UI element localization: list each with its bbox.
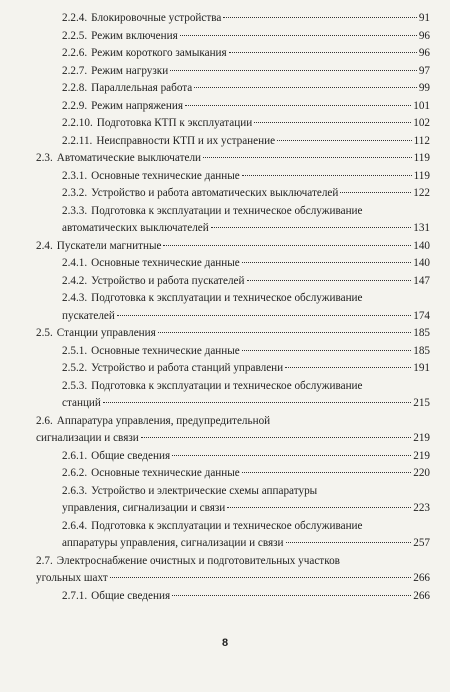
toc-entry-title-continuation: угольных шахт <box>36 572 108 584</box>
dot-leader <box>254 122 411 123</box>
toc-entry <box>0 203 450 238</box>
toc-entry-page: 119 <box>413 152 430 164</box>
dot-leader <box>172 595 411 596</box>
toc-entry-title: Основные технические данные <box>91 344 240 357</box>
toc-entry <box>0 238 450 256</box>
dot-leader <box>242 350 411 351</box>
toc-entry-page: 219 <box>413 432 430 444</box>
toc-entry-number: 2.2.10. <box>62 117 93 129</box>
dot-leader <box>185 105 411 106</box>
toc-entry <box>0 133 450 151</box>
dot-leader <box>242 262 411 263</box>
dot-leader <box>247 280 412 281</box>
toc-entry-page: 112 <box>413 134 430 147</box>
toc-entry-number: 2.4.3. <box>62 292 88 304</box>
toc-entry-number: 2.2.4. <box>62 12 88 24</box>
dot-leader <box>242 175 412 176</box>
toc-entry <box>0 553 450 588</box>
toc-entry-page: 220 <box>413 467 430 479</box>
toc-entry-page: 131 <box>413 222 430 234</box>
toc-entry-title: Режим нагрузки <box>91 64 169 77</box>
dot-leader <box>227 507 411 508</box>
dot-leader <box>103 402 411 403</box>
toc-entry-number: 2.7.1. <box>62 589 88 602</box>
toc-entry-number: 2.6.3. <box>62 484 88 497</box>
dot-leader <box>172 455 411 456</box>
dot-leader <box>163 245 411 246</box>
toc-entry-number: 2.4.2. <box>62 274 88 287</box>
toc-entry <box>0 413 450 448</box>
toc-entry-title: Основные технические данные <box>91 467 240 479</box>
toc-entry <box>0 325 450 343</box>
toc-entry-title-continuation: станций <box>62 397 101 409</box>
toc-entry-number: 2.2.7. <box>62 64 88 77</box>
toc-entry-page: 119 <box>413 169 430 182</box>
toc-entry-page: 122 <box>413 187 430 199</box>
dot-leader <box>158 332 411 333</box>
toc-entry-title: Устройство и работа пускателей <box>91 274 245 287</box>
toc-entry-title-continuation: управления, сигнализации и связи <box>62 502 226 514</box>
toc-entry <box>0 588 450 606</box>
toc-entry <box>0 185 450 203</box>
toc-entry-number: 2.3.3. <box>62 204 88 217</box>
toc-entry-title: Подготовка к эксплуатации и техническое обслуживание <box>91 519 363 532</box>
dot-leader <box>110 577 412 578</box>
toc-entry-title: Основные технические данные <box>91 257 240 269</box>
toc-entry-title-continuation: пускателей <box>62 309 115 322</box>
toc-entry-number: 2.2.6. <box>62 47 88 59</box>
toc-entry <box>0 255 450 273</box>
toc-entry <box>0 98 450 116</box>
toc-entry-title: Аппаратура управления, предупредительной <box>56 414 271 427</box>
toc-entry-number: 2.5.3. <box>62 379 88 392</box>
toc-entry-number: 2.3. <box>36 152 53 164</box>
toc-entry <box>0 448 450 466</box>
toc-entry-page: 140 <box>413 257 430 269</box>
toc-entry <box>0 290 450 325</box>
toc-entry <box>0 360 450 378</box>
toc-entry-number: 2.3.2. <box>62 187 88 199</box>
toc-entry <box>0 28 450 46</box>
toc-entry-title: Автоматические выключатели <box>56 152 202 164</box>
toc-entry-page: 185 <box>413 344 430 357</box>
toc-entry-title: Неисправности КТП и их устранение <box>96 134 276 147</box>
toc-entry-page: 101 <box>413 99 430 112</box>
toc-entry-number: 2.5. <box>36 327 53 339</box>
toc-entry-page: 147 <box>413 274 430 287</box>
toc-entry-title-continuation: автоматических выключателей <box>62 222 209 234</box>
toc-entry-page: 266 <box>413 572 430 584</box>
toc-entry-title: Подготовка КТП к эксплуатации <box>96 117 253 129</box>
toc-entry-title: Режим короткого замыкания <box>91 47 227 59</box>
toc-entry-page: 97 <box>418 64 430 77</box>
toc-entry-number: 2.2.5. <box>62 29 88 42</box>
toc-entry-number: 2.4.1. <box>62 257 88 269</box>
toc-entry-number: 2.6.2. <box>62 467 88 479</box>
dot-leader <box>203 157 412 158</box>
toc-entry-page: 102 <box>413 117 430 129</box>
toc-entry-page: 257 <box>413 537 430 549</box>
dot-leader <box>211 227 411 228</box>
toc-entry-number: 2.2.9. <box>62 99 88 112</box>
toc-entry <box>0 378 450 413</box>
toc-entry <box>0 80 450 98</box>
toc-entry-title: Устройство и работа станций управлени <box>91 362 284 374</box>
toc-entry-number: 2.5.2. <box>62 362 88 374</box>
toc-entry-page: 219 <box>413 449 430 462</box>
toc-entry-number: 2.6.4. <box>62 519 88 532</box>
toc-entry-number: 2.2.11. <box>62 134 93 147</box>
toc-entry-title: Электроснабжение очистных и подготовительных участков <box>56 554 340 567</box>
toc-entry-page: 223 <box>413 502 430 514</box>
toc-entry-number: 2.4. <box>36 239 53 252</box>
dot-leader <box>223 17 416 18</box>
dot-leader <box>286 542 412 543</box>
toc-entry-title-continuation: аппаратуры управления, сигнализации и связи <box>62 537 284 549</box>
toc-entry-number: 2.2.8. <box>62 82 88 94</box>
toc-entry <box>0 10 450 28</box>
dot-leader <box>285 367 411 368</box>
toc-entry <box>0 63 450 81</box>
toc-entry-title: Общие сведения <box>91 589 171 602</box>
toc-entry-number: 2.6.1. <box>62 449 88 462</box>
toc-entry <box>0 343 450 361</box>
toc-entry <box>0 273 450 291</box>
dot-leader <box>117 315 411 316</box>
toc-entry-page: 99 <box>418 82 430 94</box>
toc-entry-title: Пускатели магнитные <box>56 239 162 252</box>
toc-entry <box>0 483 450 518</box>
toc-entry-title: Режим включения <box>91 29 178 42</box>
toc-entry-page: 96 <box>418 29 430 42</box>
toc-entry-title: Режим напряжения <box>91 99 184 112</box>
toc-entry-page: 191 <box>413 362 430 374</box>
toc-entry-page: 266 <box>413 589 430 602</box>
toc-entry-page: 185 <box>413 327 430 339</box>
toc-entry-number: 2.6. <box>36 414 53 427</box>
toc-entry <box>0 45 450 63</box>
dot-leader <box>340 192 411 193</box>
toc-entry-page: 91 <box>418 12 430 24</box>
toc-entry-page: 96 <box>418 47 430 59</box>
toc-entry <box>0 465 450 483</box>
toc-entry-title: Подготовка к эксплуатации и техническое обслуживание <box>91 379 363 392</box>
toc-entry <box>0 168 450 186</box>
toc-entry-title: Блокировочные устройства <box>91 12 222 24</box>
dot-leader <box>194 87 417 88</box>
table-of-contents <box>0 10 450 605</box>
toc-entry-title: Устройство и электрические схемы аппаратуры <box>91 484 318 497</box>
dot-leader <box>180 35 417 36</box>
toc-entry-number: 2.7. <box>36 554 53 567</box>
toc-entry-title-continuation: сигнализации и связи <box>36 432 139 444</box>
toc-entry-number: 2.5.1. <box>62 344 88 357</box>
toc-entry-page: 140 <box>413 239 430 252</box>
toc-entry-title: Параллельная работа <box>91 82 193 94</box>
dot-leader <box>277 140 412 141</box>
toc-entry <box>0 115 450 133</box>
dot-leader <box>141 437 411 438</box>
toc-entry-title: Основные технические данные <box>91 169 240 182</box>
toc-entry-number: 2.3.1. <box>62 169 88 182</box>
dot-leader <box>229 52 417 53</box>
toc-entry-page: 215 <box>413 397 430 409</box>
toc-entry-title: Устройство и работа автоматических выключателей <box>91 187 339 199</box>
dot-leader <box>170 70 417 71</box>
dot-leader <box>242 472 411 473</box>
toc-entry <box>0 150 450 168</box>
toc-entry-title: Подготовка к эксплуатации и техническое обслуживание <box>91 204 363 217</box>
toc-entry-title: Станции управления <box>56 327 156 339</box>
toc-entry-title: Общие сведения <box>91 449 171 462</box>
toc-entry-title: Подготовка к эксплуатации и техническое обслуживание <box>91 292 363 304</box>
page-number: 8 <box>221 637 229 649</box>
toc-entry-page: 174 <box>413 309 430 322</box>
toc-entry <box>0 518 450 553</box>
